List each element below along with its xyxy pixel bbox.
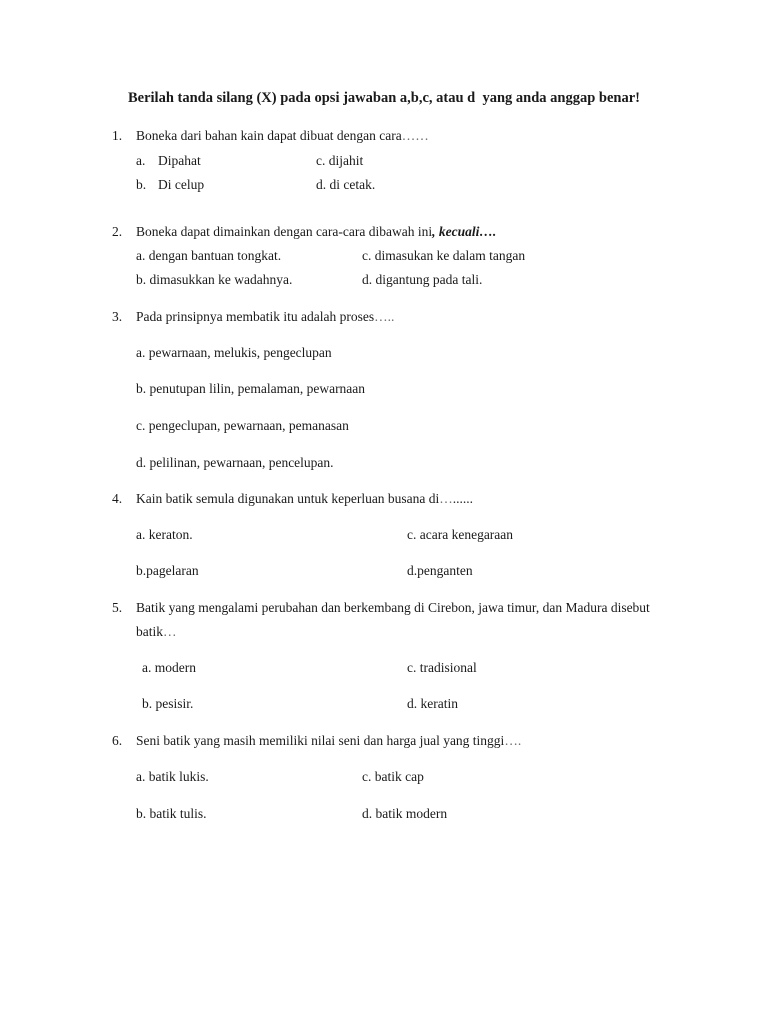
question-comma: , xyxy=(432,224,436,239)
option-c[interactable]: c. acara kenegaraan xyxy=(407,527,514,542)
question-text xyxy=(136,733,521,749)
question-text-main: Boneka dapat dimainkan dengan cara-cara dibawah ini xyxy=(136,224,433,239)
question-text xyxy=(136,309,394,325)
question-kecuali: kecuali…. xyxy=(435,224,497,239)
question-dots: ….. xyxy=(374,309,395,324)
option-a[interactable]: Dipahat xyxy=(158,153,201,168)
question-dots: … xyxy=(439,491,453,506)
question-text xyxy=(136,491,473,507)
option-d[interactable]: d. pelilinan, pewarnaan, pencelupan. xyxy=(136,455,334,470)
option-c[interactable]: c. pengeclupan, pewarnaan, pemanasan xyxy=(136,418,349,433)
question-dots: … xyxy=(163,624,177,639)
option-d[interactable]: d. keratin xyxy=(407,696,458,711)
option-c[interactable]: c. tradisional xyxy=(407,660,477,675)
instruction-heading: Berilah tanda silang (X) pada opsi jawaban a,b,c, atau d yang anda anggap benar! xyxy=(127,90,641,106)
question-text xyxy=(136,224,496,240)
question-number: 6. xyxy=(112,733,123,748)
option-a-label[interactable]: a. xyxy=(136,153,146,168)
question-number: 5. xyxy=(112,600,123,615)
option-b[interactable]: b. batik tulis. xyxy=(136,806,207,821)
option-a[interactable]: a. pewarnaan, melukis, pengeclupan xyxy=(136,345,332,360)
question-text: Batik yang mengalami perubahan dan berkembang di Cirebon, jawa timur, dan Madura disebut xyxy=(136,600,650,615)
option-a[interactable]: a. dengan bantuan tongkat. xyxy=(136,248,282,263)
option-d[interactable]: d. digantung pada tali. xyxy=(362,272,483,287)
question-text-main: Boneka dari bahan kain dapat dibuat dengan cara xyxy=(136,128,402,143)
option-c[interactable]: c. dijahit xyxy=(316,153,364,168)
question-number: 3. xyxy=(112,309,123,324)
question-text-continuation: batik xyxy=(136,624,163,639)
question-number: 1. xyxy=(112,128,123,143)
option-a[interactable]: a. keraton. xyxy=(136,527,193,542)
question-text xyxy=(136,128,429,144)
option-b[interactable]: b. pesisir. xyxy=(142,696,194,711)
question-text-line2 xyxy=(136,624,177,640)
option-b-label[interactable]: b. xyxy=(136,177,147,192)
question-text-main: Seni batik yang masih memiliki nilai seni dan harga jual yang tinggi xyxy=(136,733,505,748)
option-b[interactable]: b.pagelaran xyxy=(136,563,199,578)
question-text-main: Kain batik semula digunakan untuk keperluan busana di xyxy=(136,491,440,506)
option-d[interactable]: d. di cetak. xyxy=(316,177,376,192)
option-d[interactable]: d. batik modern xyxy=(362,806,448,821)
option-b[interactable]: b. penutupan lilin, pemalaman, pewarnaan xyxy=(136,381,366,396)
question-dots: …. xyxy=(504,733,522,748)
option-a[interactable]: a. modern xyxy=(142,660,196,675)
option-c[interactable]: c. dimasukan ke dalam tangan xyxy=(362,248,526,263)
option-d[interactable]: d.penganten xyxy=(407,563,473,578)
question-number: 2. xyxy=(112,224,123,239)
question-dots: …… xyxy=(401,128,429,143)
option-b[interactable]: Di celup xyxy=(158,177,205,192)
question-number: 4. xyxy=(112,491,123,506)
option-c[interactable]: c. batik cap xyxy=(362,769,424,784)
option-a[interactable]: a. batik lukis. xyxy=(136,769,209,784)
question-text-main: Pada prinsipnya membatik itu adalah proses xyxy=(136,309,375,324)
question-dots-tail: ...... xyxy=(452,491,474,506)
option-b[interactable]: b. dimasukkan ke wadahnya. xyxy=(136,272,293,287)
